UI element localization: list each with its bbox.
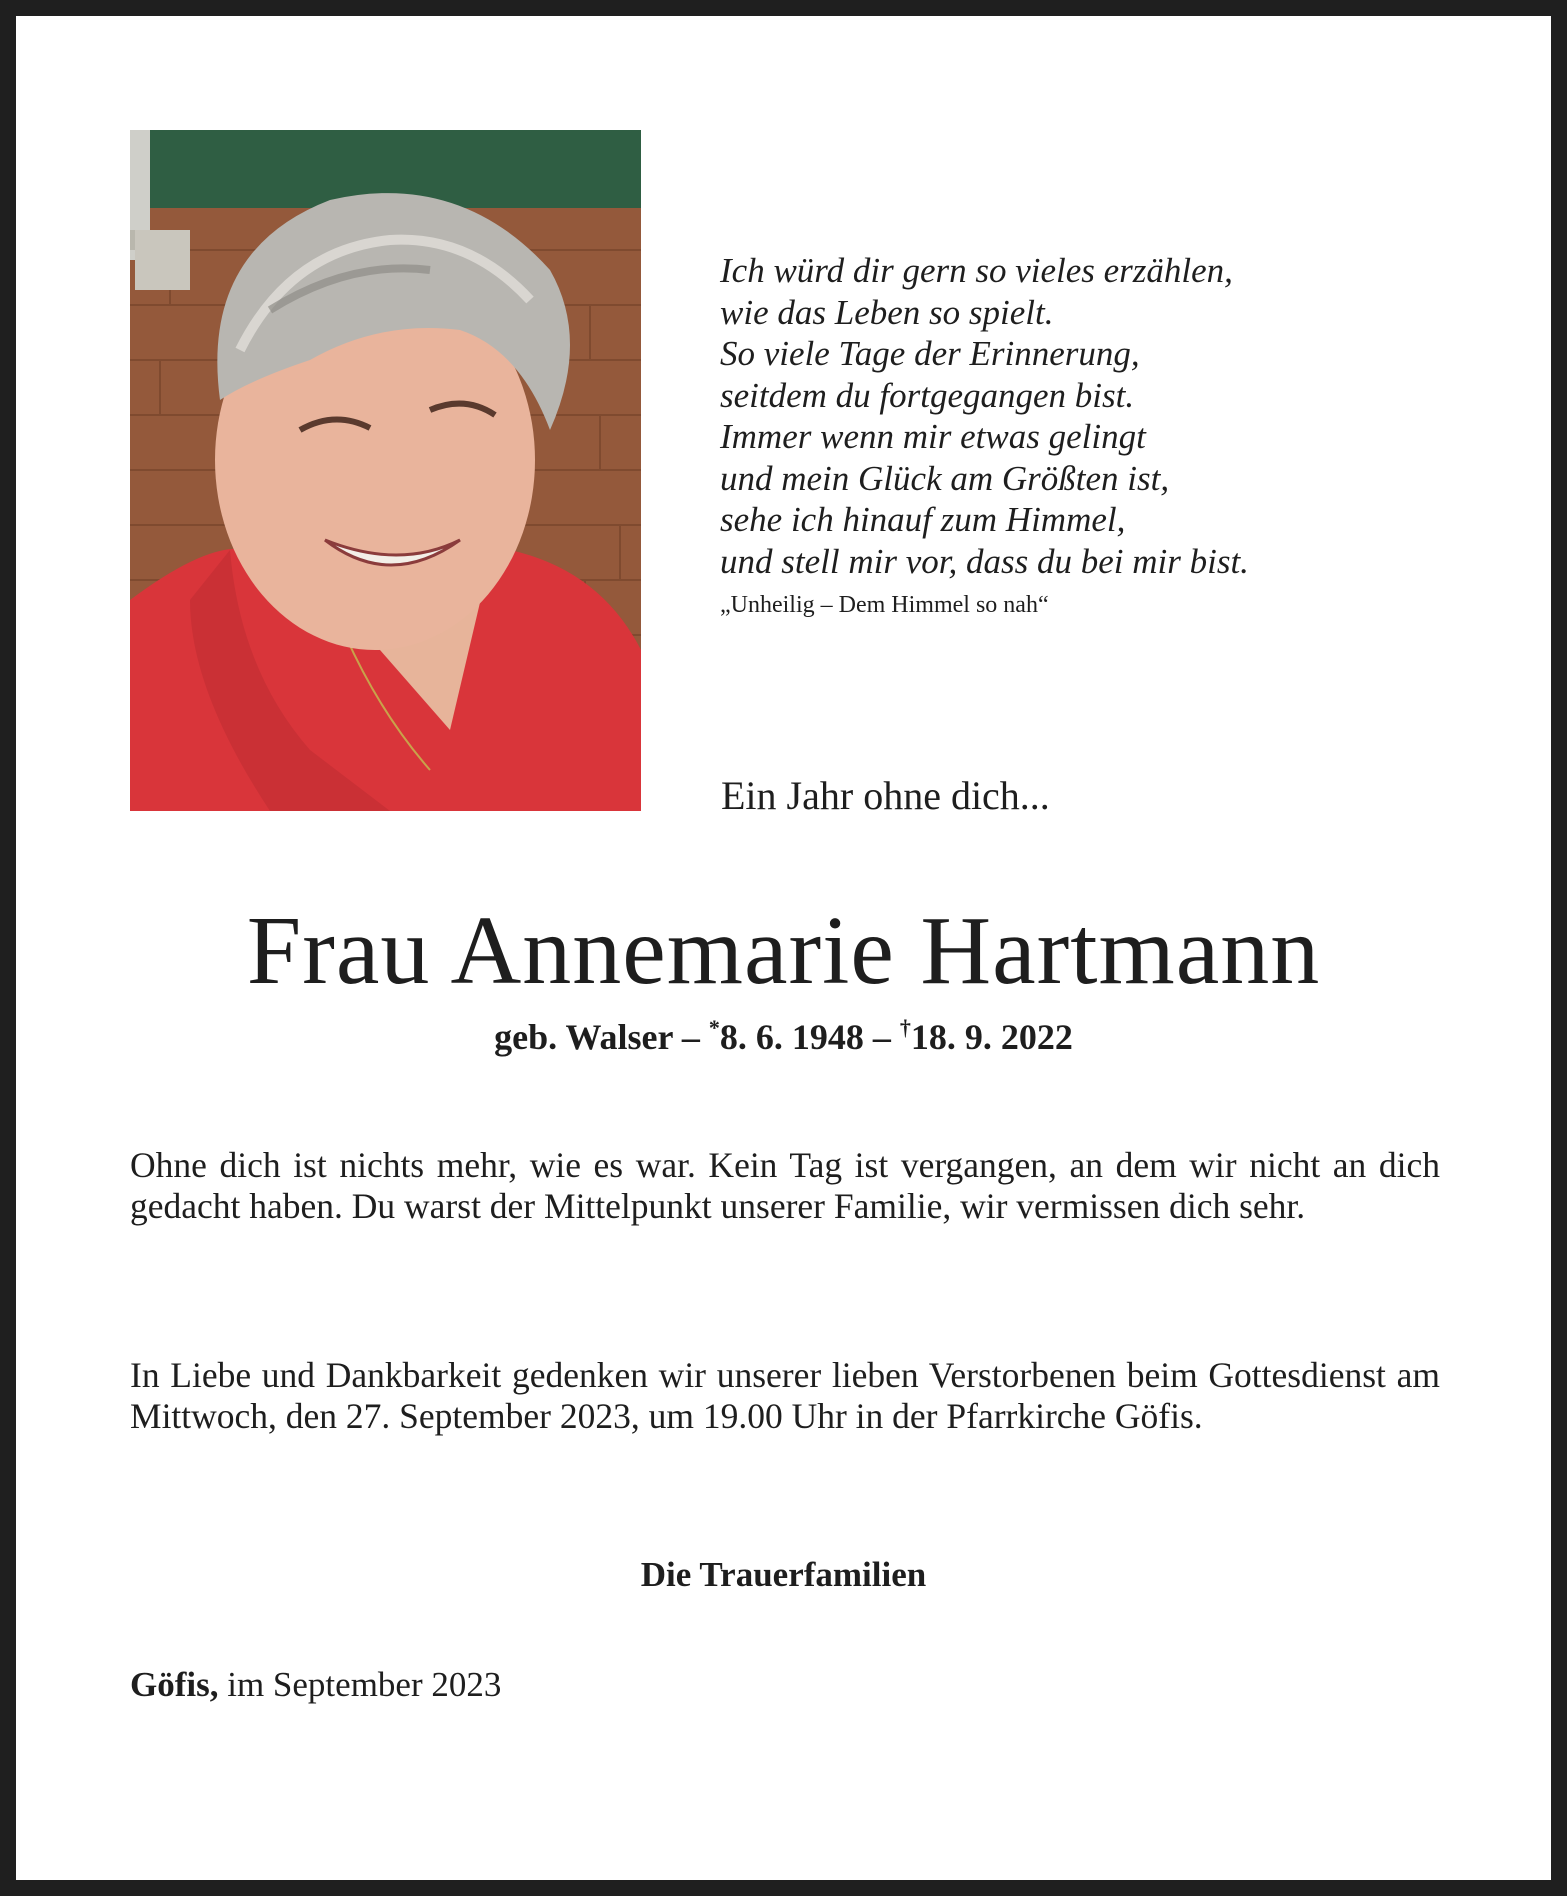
poem-line: wie das Leben so spielt. <box>720 292 1054 332</box>
poem-line: So viele Tage der Erinnerung, <box>720 334 1140 373</box>
death-symbol: † <box>899 1015 911 1040</box>
service-paragraph: In Liebe und Dankbarkeit gedenken wir unserer lieben Verstorbenen beim Gottesdienst am Mittwoch, den 27. September 2023, um 19.00 Uhr in der Pfarrkirche Göfis. <box>130 1355 1440 1436</box>
poem-line: und mein Glück am Größten ist, <box>720 458 1170 498</box>
signature: Die Trauerfamilien <box>640 1555 927 1594</box>
intro-line: Ein Jahr ohne dich... <box>721 773 1050 818</box>
birth-date: 8. 6. 1948 <box>719 1017 864 1057</box>
place-date <box>130 1665 501 1705</box>
poem-line: sehe ich hinauf zum Himmel, <box>720 500 1126 539</box>
birth-name: geb. Walser <box>494 1017 673 1057</box>
poem-source: „Unheilig – Dem Himmel so nah“ <box>720 592 1049 618</box>
separator: – <box>681 1017 700 1057</box>
poem-block <box>720 250 1420 619</box>
memorial-paragraph: Ohne dich ist nichts mehr, wie es war. Kein Tag ist vergangen, an dem wir nicht an dich gedacht haben. Du warst der Mittelpunkt unserer Familie, wir vermissen dich sehr. <box>130 1145 1440 1226</box>
poem-line: und stell mir vor, dass du bei mir bist. <box>720 541 1249 581</box>
birth-symbol: * <box>708 1015 720 1040</box>
poem-line: seitdem du fortgegangen bist. <box>720 375 1135 415</box>
deceased-name: Frau Annemarie Hartmann <box>246 897 1321 1005</box>
place-month: im September 2023 <box>227 1665 502 1704</box>
separator: – <box>872 1017 891 1057</box>
life-dates <box>0 1015 1567 1058</box>
poem-line: Ich würd dir gern so vieles erzählen, <box>720 251 1233 290</box>
place-town: Göfis, <box>130 1665 219 1704</box>
poem-line: Immer wenn mir etwas gelingt <box>720 417 1146 456</box>
death-date: 18. 9. 2022 <box>910 1017 1073 1057</box>
portrait-photo <box>130 130 641 811</box>
